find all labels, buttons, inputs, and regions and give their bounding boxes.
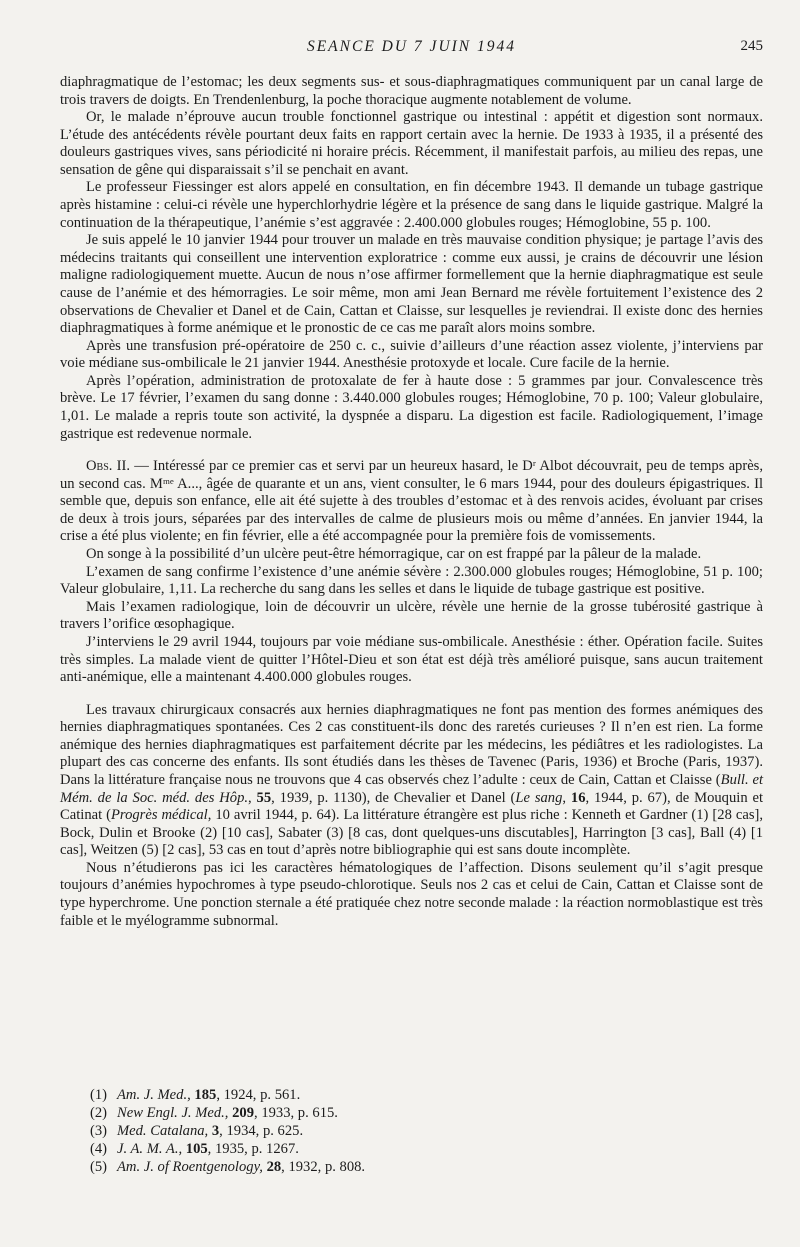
reference-number: (4) (90, 1140, 108, 1157)
section-gap (60, 687, 763, 702)
paragraph: J’interviens le 29 avril 1944, toujours par voie médiane sus-ombilicale. Anesthésie : éther. Opération facile. Suites très simples. La malade vient de quitter l’Hôtel-Dieu et son état est déjà très amélioré puisque, sans aucun traitement anti-anémique, elle a maintenant 4.400.000 globules rouges. (60, 633, 763, 686)
reference-volume: 105 (185, 1140, 208, 1157)
text-run: , 1944, p. 67), de Mouquin et Catinat ( (60, 789, 764, 824)
reference-number: (2) (90, 1104, 108, 1121)
reference-journal: Am. J. of Roentgenology, (117, 1158, 263, 1175)
citation-title: Progrès médical (111, 807, 208, 824)
reference-number: (5) (90, 1158, 108, 1175)
reference-journal: J. A. M. A., (117, 1140, 183, 1157)
reference-journal: Med. Catalana, (117, 1122, 209, 1139)
reference-details: , 1932, p. 808. (281, 1158, 366, 1175)
reference-details: , 1934, p. 625. (219, 1122, 304, 1139)
reference-volume: 209 (232, 1104, 255, 1121)
observation-2-paragraph (60, 458, 763, 546)
text-run: Les travaux chirurgicaux consacrés aux hernies diaphragmatiques ne font pas mention des formes anémiques des hernies diaphragmatiques spontanées. Ces 2 cas constituent-ils donc des raretés curieuses ? Il n’en est rien. La forme anémique des hernies diaphragmatiques est parfaitement décrite par les médecins, les pédiâtres et les radiologistes. La plupart des cas concerne des enfants. Ils sont étudiés dans les thèses de Tavenec (Paris, 1936) et Broche (Paris, 1937). Dans la littérature française nous ne trouvons que 4 cas observés chez l’adulte : ceux de Cain, Cattan et Claisse ( (60, 701, 763, 788)
reference-number: (3) (90, 1122, 108, 1139)
reference-item (90, 1159, 710, 1177)
paragraph: diaphragmatique de l’estomac; les deux segments sus- et sous-diaphragmatiques communiquent par un canal large de trois travers de doigts. En Trendenlenburg, la poche thoracique augmente notablement de volume. (60, 74, 763, 108)
paragraph: Après l’opération, administration de protoxalate de fer à haute dose : 5 grammes par jour. Convalescence très brève. Le 17 février, l’examen du sang donne : 3.440.000 globules rouges; Hémoglobine, 70 p. 100; Valeur globulaire, 1,01. Le malade a repris toute son activité, la dyspnée a disparu. La digestion est facile. Radiologiquement, l’image gastrique est redevenue normale. (60, 372, 763, 442)
running-title: SEANCE DU 7 JUIN 1944 (306, 38, 517, 55)
observation-label: Obs. II. (86, 458, 130, 475)
discussion-paragraph (60, 702, 763, 860)
reference-details: , 1935, p. 1267. (207, 1140, 299, 1157)
paragraph: Or, le malade n’éprouve aucun trouble fonctionnel gastrique ou intestinal : appétit et digestion sont normaux. L’étude des antécédents révèle pourtant deux faits en rapport certain avec la hernie. De 1933 à 1935, il a présenté des douleurs gastriques vives, sans périodicité ni horaire précis. Récemment, il manifestait parfois, au milieu des repas, une sensation de gêne qui disparaissait s’il se penchait en avant. (60, 109, 763, 178)
page-header (60, 38, 763, 60)
footnote-references (90, 1087, 710, 1177)
reference-volume: 28 (266, 1158, 282, 1175)
paragraph: Mais l’examen radiologique, loin de découvrir un ulcère, révèle une hernie de la grosse tubérosité gastrique à travers l’orifice œsophagique. (60, 598, 763, 633)
reference-volume: 185 (194, 1087, 217, 1103)
paragraph: L’examen de sang confirme l’existence d’une anémie sévère : 2.300.000 globules rouges; Hémoglobine, 51 p. 100; Valeur globulaire, 1,11. La recherche du sang dans les selles et dans le liquide de tubage gastrique est positive. (60, 563, 763, 598)
reference-item (90, 1087, 710, 1105)
section-gap (60, 443, 763, 458)
citation-volume: 16 (570, 789, 586, 806)
text-run: , (562, 789, 571, 806)
page-number: 245 (740, 38, 763, 54)
reference-item (90, 1123, 710, 1141)
reference-journal: Am. J. Med., (117, 1087, 191, 1103)
paragraph: Après une transfusion pré-opératoire de 250 c. c., suivie d’ailleurs d’une réaction assez violente, j’interviens par voie médiane sus-ombilicale le 21 janvier 1944. Anesthésie protoxyde et locale. Cure facile de la hernie. (60, 337, 763, 372)
citation-title: Le sang (515, 789, 563, 806)
article-body (60, 74, 763, 930)
citation-title: Bull. et Mém. de la Soc. méd. des Hôp. (60, 771, 763, 806)
paragraph: Je suis appelé le 10 janvier 1944 pour trouver un malade en très mauvaise condition physique; je partage l’avis des médecins traitants qui conseillent une intervention exploratrice : comme eux aussi, je crains de découvrir une lésion maligne radiologiquement muette. Aucun de nous n’ose affirmer formellement que la hernie diaphragmatique est seule cause de l’anémie et des hémorragies. Le soir même, mon ami Jean Bernard me révèle fortuitement l’existence des 2 observations de Chevalier et Danel et de Cain, Cattan et Claisse, sur lesquelles je reviendrai. Il existe donc des hernies diaphragmatiques à forme anémique et le pronostic de ce cas me paraît alors moins sombre. (60, 232, 763, 337)
paragraph: Nous n’étudierons pas ici les caractères hématologiques de l’affection. Disons seulement qu’il s’agit presque toujours d’anémies hypochromes à type pseudo-chlorotique. Seuls nos 2 cas et celui de Cain, Cattan et Claisse sont de type hyperchrome. Une ponction sternale a été pratiquée chez notre seconde malade : la réaction normoblastique est très faible et le myélogramme subnormal. (60, 859, 763, 929)
reference-details: , 1924, p. 561. (216, 1087, 301, 1103)
reference-journal: New Engl. J. Med., (117, 1104, 229, 1121)
paragraph: Le professeur Fiessinger est alors appelé en consultation, en fin décembre 1943. Il demande un tubage gastrique après histamine : celui-ci révèle une hyperchlorhydrie légère et la présence de sang dans le liquide gastrique. Malgré la continuation de la thérapeutique, l’anémie s’est aggravée : 2.400.000 globules rouges; Hémoglobine, 55 p. 100. (60, 179, 763, 231)
text-run: , 1939, p. 1130), de Chevalier et Danel ( (271, 789, 516, 806)
reference-item (90, 1141, 710, 1159)
reference-item (90, 1105, 710, 1123)
reference-details: , 1933, p. 615. (254, 1104, 338, 1121)
text-run: , (248, 789, 257, 806)
text-run: , 10 avril 1944, p. 64). La littérature étrangère est plus riche : Kenneth et Gardner (1) [28 cas], Bock, Dulin et Brooke (2) [10 cas], Sabater (3) [8 cas, dont quelques-uns discutables], Harrington [3 cas], Ball (4) [1 cas], Weitzen (5) [2 cas], 53 cas en tout d’après notre bibliographie qui est sans doute incomplète. (60, 807, 764, 859)
observation-text: — Intéressé par ce premier cas et servi par un heureux hasard, le Dʳ Albot découvrait, peu de temps après, un second cas. Mᵐᵉ A..., âgée de quarante et un ans, vient consulter, le 6 mars 1944, pour des douleurs épigastriques. Il semble que, depuis son enfance, elle ait été sujette à des troubles d’estomac et à des renvois acides, évoluant par crises de deux à trois jours, séparées par des intervalles de calme de plusieurs mois ou même d’années. En janvier 1944, la crise a été plus violente; en fin février, elle a été accompagnée pour la première fois de vomissements. (60, 458, 764, 545)
paragraph: On songe à la possibilité d’un ulcère peut-être hémorragique, car on est frappé par la pâleur de la malade. (86, 546, 702, 563)
reference-number: (1) (90, 1087, 108, 1103)
citation-volume: 55 (256, 789, 272, 806)
reference-volume: 3 (211, 1122, 220, 1139)
